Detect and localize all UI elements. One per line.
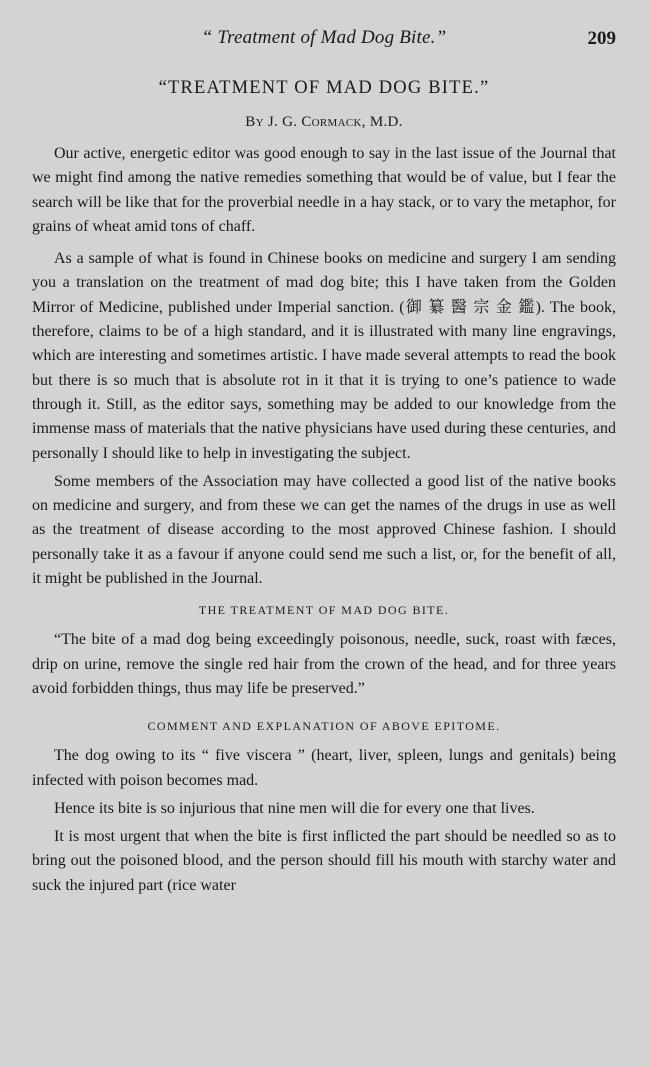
- article-title: “TREATMENT OF MAD DOG BITE.”: [158, 78, 490, 98]
- paragraph-2: As a sample of what is found in Chinese books on medicine and surgery I am sending you a translation on the treatment of mad dog bite; this I have taken from the Golden Mirror of Medicine, published under Imperial sanction. (御 纂 醫 宗 金 鑑). The book, therefore, claims to be of a high standard, and it is illustrated with many line engravings, which are interesting and sometimes artistic. I have made several attempts to read the book but there is so much that is absolute rot in it that it is trying to one’s patience to wade through it. Still, as the editor says, something may be added to our knowledge from the immense mass of materials that the native physicians have used during these centuries, and personally I should like to help in investigating the subject.: [32, 250, 616, 462]
- paragraph-1: Our active, energetic editor was good enough to say in the last issue of the Journal that we might find among the native remedies something that would be of value, but I fear the search will be like that for the proverbial needle in a hay stack, or to vary the metaphor, for grains of wheat amid tons of chaff.: [32, 145, 616, 235]
- page-number: 209: [587, 28, 616, 49]
- paragraph-3: Some members of the Association may have collected a good list of the native books on medicine and surgery, and from these we can get the names of the drugs in use as well as the treatment of disease according to the most approved Chinese fashion. I should personally take it as a favour if anyone could send me such a list, or, for the benefit of all, it might be published in the Journal.: [32, 472, 616, 588]
- section-heading-comment: COMMENT AND EXPLANATION OF ABOVE EPITOME.: [147, 719, 501, 734]
- comment-paragraph-1: The dog owing to its “ five viscera ” (heart, liver, spleen, lungs and genitals) being infected with poison becomes mad.: [32, 747, 616, 789]
- running-title: “ Treatment of Mad Dog Bite.”: [201, 27, 447, 48]
- section-heading-treatment: THE TREATMENT OF MAD DOG BITE.: [198, 603, 450, 618]
- byline: By J. G. Cormack, M.D.: [245, 114, 403, 130]
- comment-paragraph-3: It is most urgent that when the bite is first inflicted the part should be needled so as to bring out the poisoned blood, and the person should fill his mouth with starchy water and suck the injured part (rice water: [32, 828, 616, 894]
- running-header: [32, 0, 616, 68]
- treatment-quote: “The bite of a mad dog being exceedingly poisonous, needle, suck, roast with fæces, drip on urine, remove the single red hair from the crown of the head, and for three years avoid forbidden things, thus may life be preserved.”: [32, 631, 616, 697]
- comment-paragraph-2: Hence its bite is so injurious that nine men will die for every one that lives.: [54, 799, 535, 817]
